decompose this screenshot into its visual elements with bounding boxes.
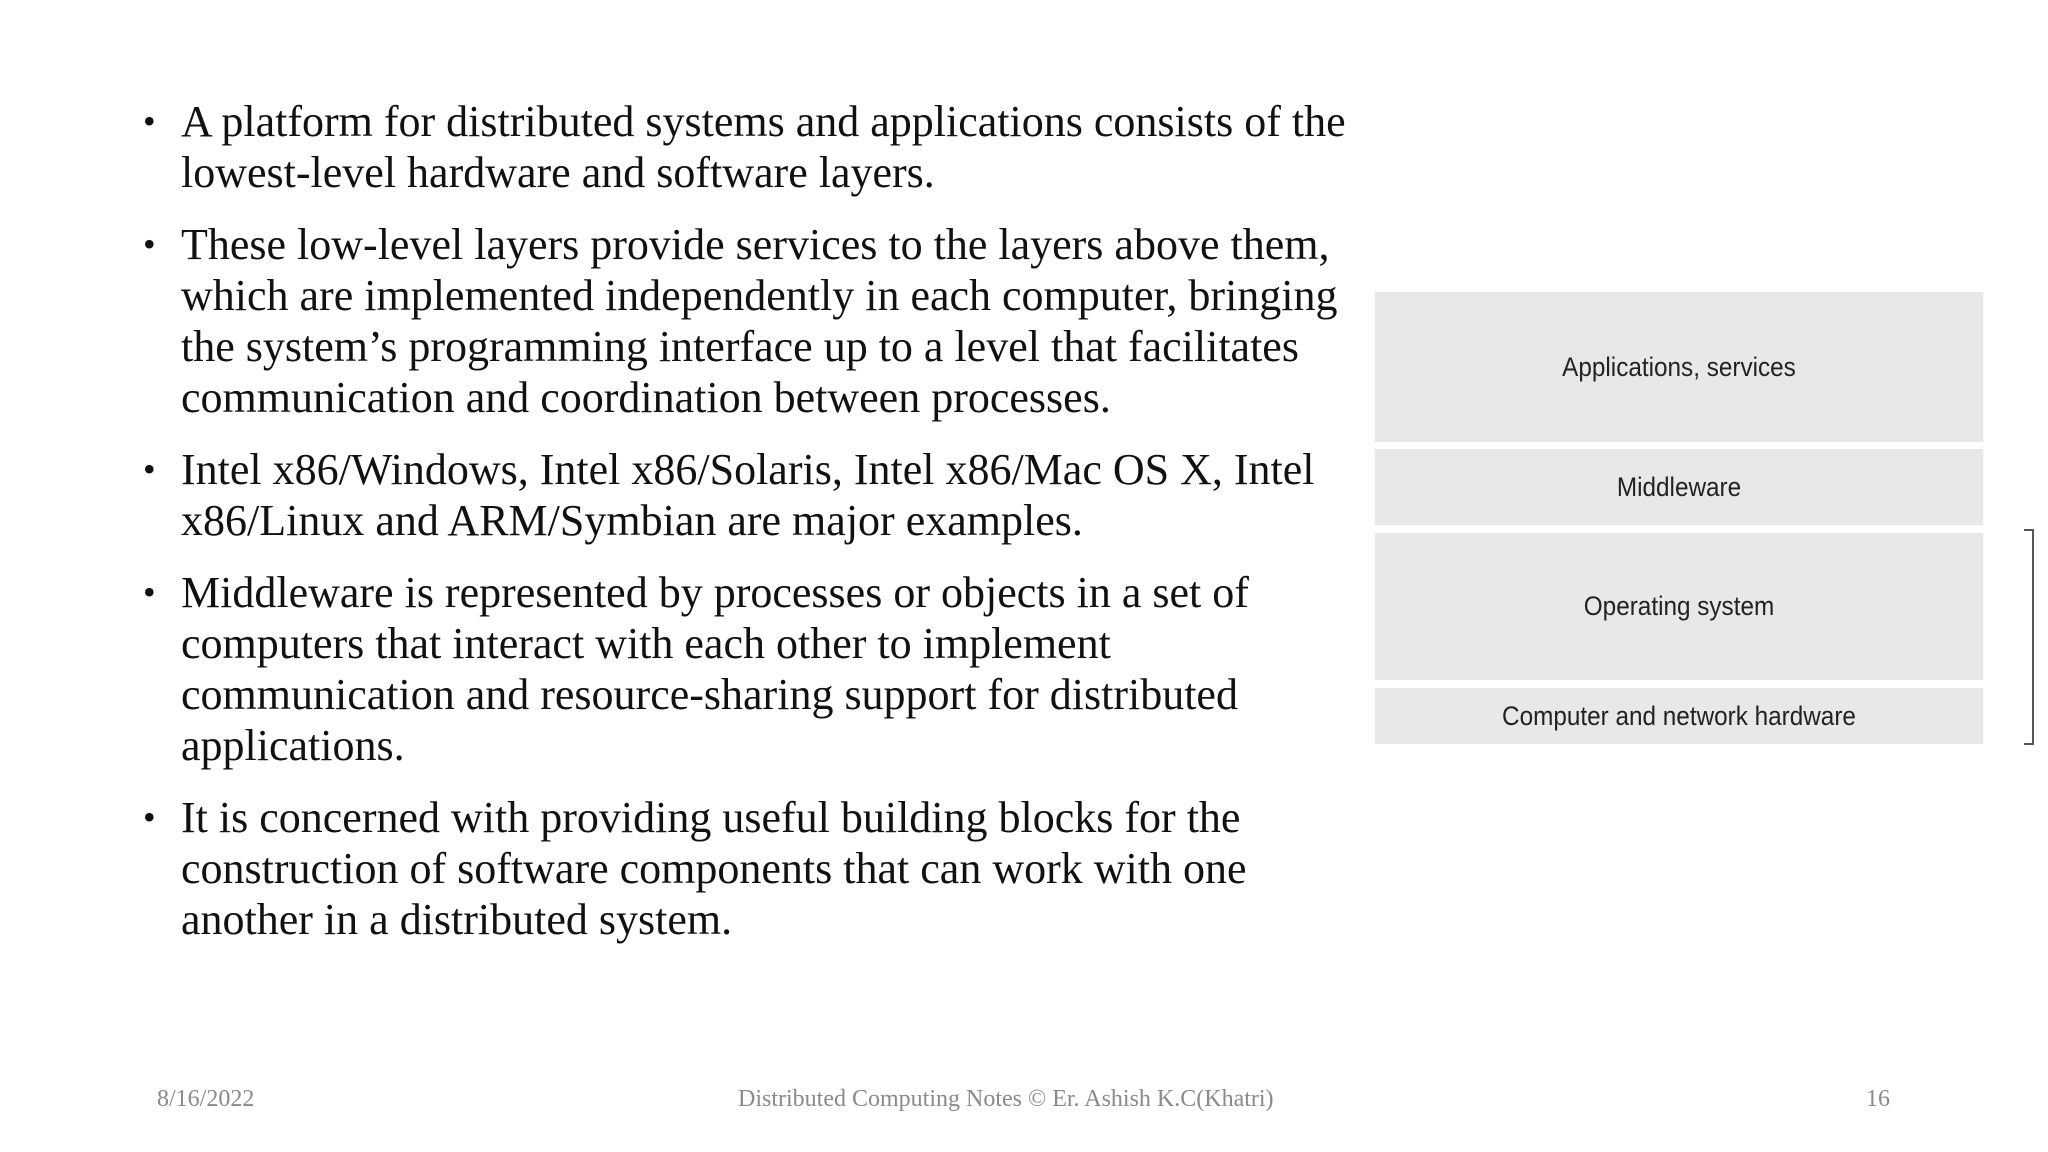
bullet-text: A platform for distributed systems and applications consists of the lowest-level hardware and software layers. [181,97,1346,197]
bullet-text: These low-level layers provide services to the layers above them, which are implemented independently in each computer, bringing the system’s programming interface up to a level that facilitates communication and coordination between processes. [181,220,1338,422]
layer-label: Operating system [1583,591,1775,621]
layer-label: Middleware [1616,471,1742,502]
layer-label: Computer and network hardware [1502,700,1856,731]
layer-hardware [1375,688,1983,744]
bullet-dot-icon: • [143,572,156,612]
footer-title: Distributed Computing Notes © Er. Ashish K.C(Khatri) [738,1086,1274,1112]
bullet-text: Intel x86/Windows, Intel x86/Solaris, Intel x86/Mac OS X, Intel x86/Linux and ARM/Symbian are major examples. [181,445,1315,545]
layer-label: Applications, services [1562,351,1796,382]
bullet-item [137,792,1347,945]
bullet-text: It is concerned with providing useful building blocks for the construction of software components that can work with one another in a distributed system. [181,793,1247,944]
layer-middleware [1375,449,1983,525]
layer-diagram [1341,292,2017,744]
bullet-item [137,96,1347,198]
bullet-dot-icon: • [143,224,156,264]
bullet-dot-icon: • [143,797,156,837]
layer-applications-services [1375,292,1983,442]
footer-date: 8/16/2022 [157,1086,255,1112]
bullet-dot-icon: • [143,449,156,489]
platform-bracket [2024,529,2034,745]
page-number: 16 [1866,1086,1890,1112]
bullet-item [137,567,1347,771]
bullet-list [137,96,1347,966]
bullet-text: Middleware is represented by processes or objects in a set of computers that interact with each other to implement communication and resource-sharing support for distributed applications. [181,568,1249,770]
bullet-item [137,219,1347,423]
bullet-item [137,444,1347,546]
bullet-dot-icon: • [143,101,156,141]
layer-operating-system [1375,533,1983,680]
